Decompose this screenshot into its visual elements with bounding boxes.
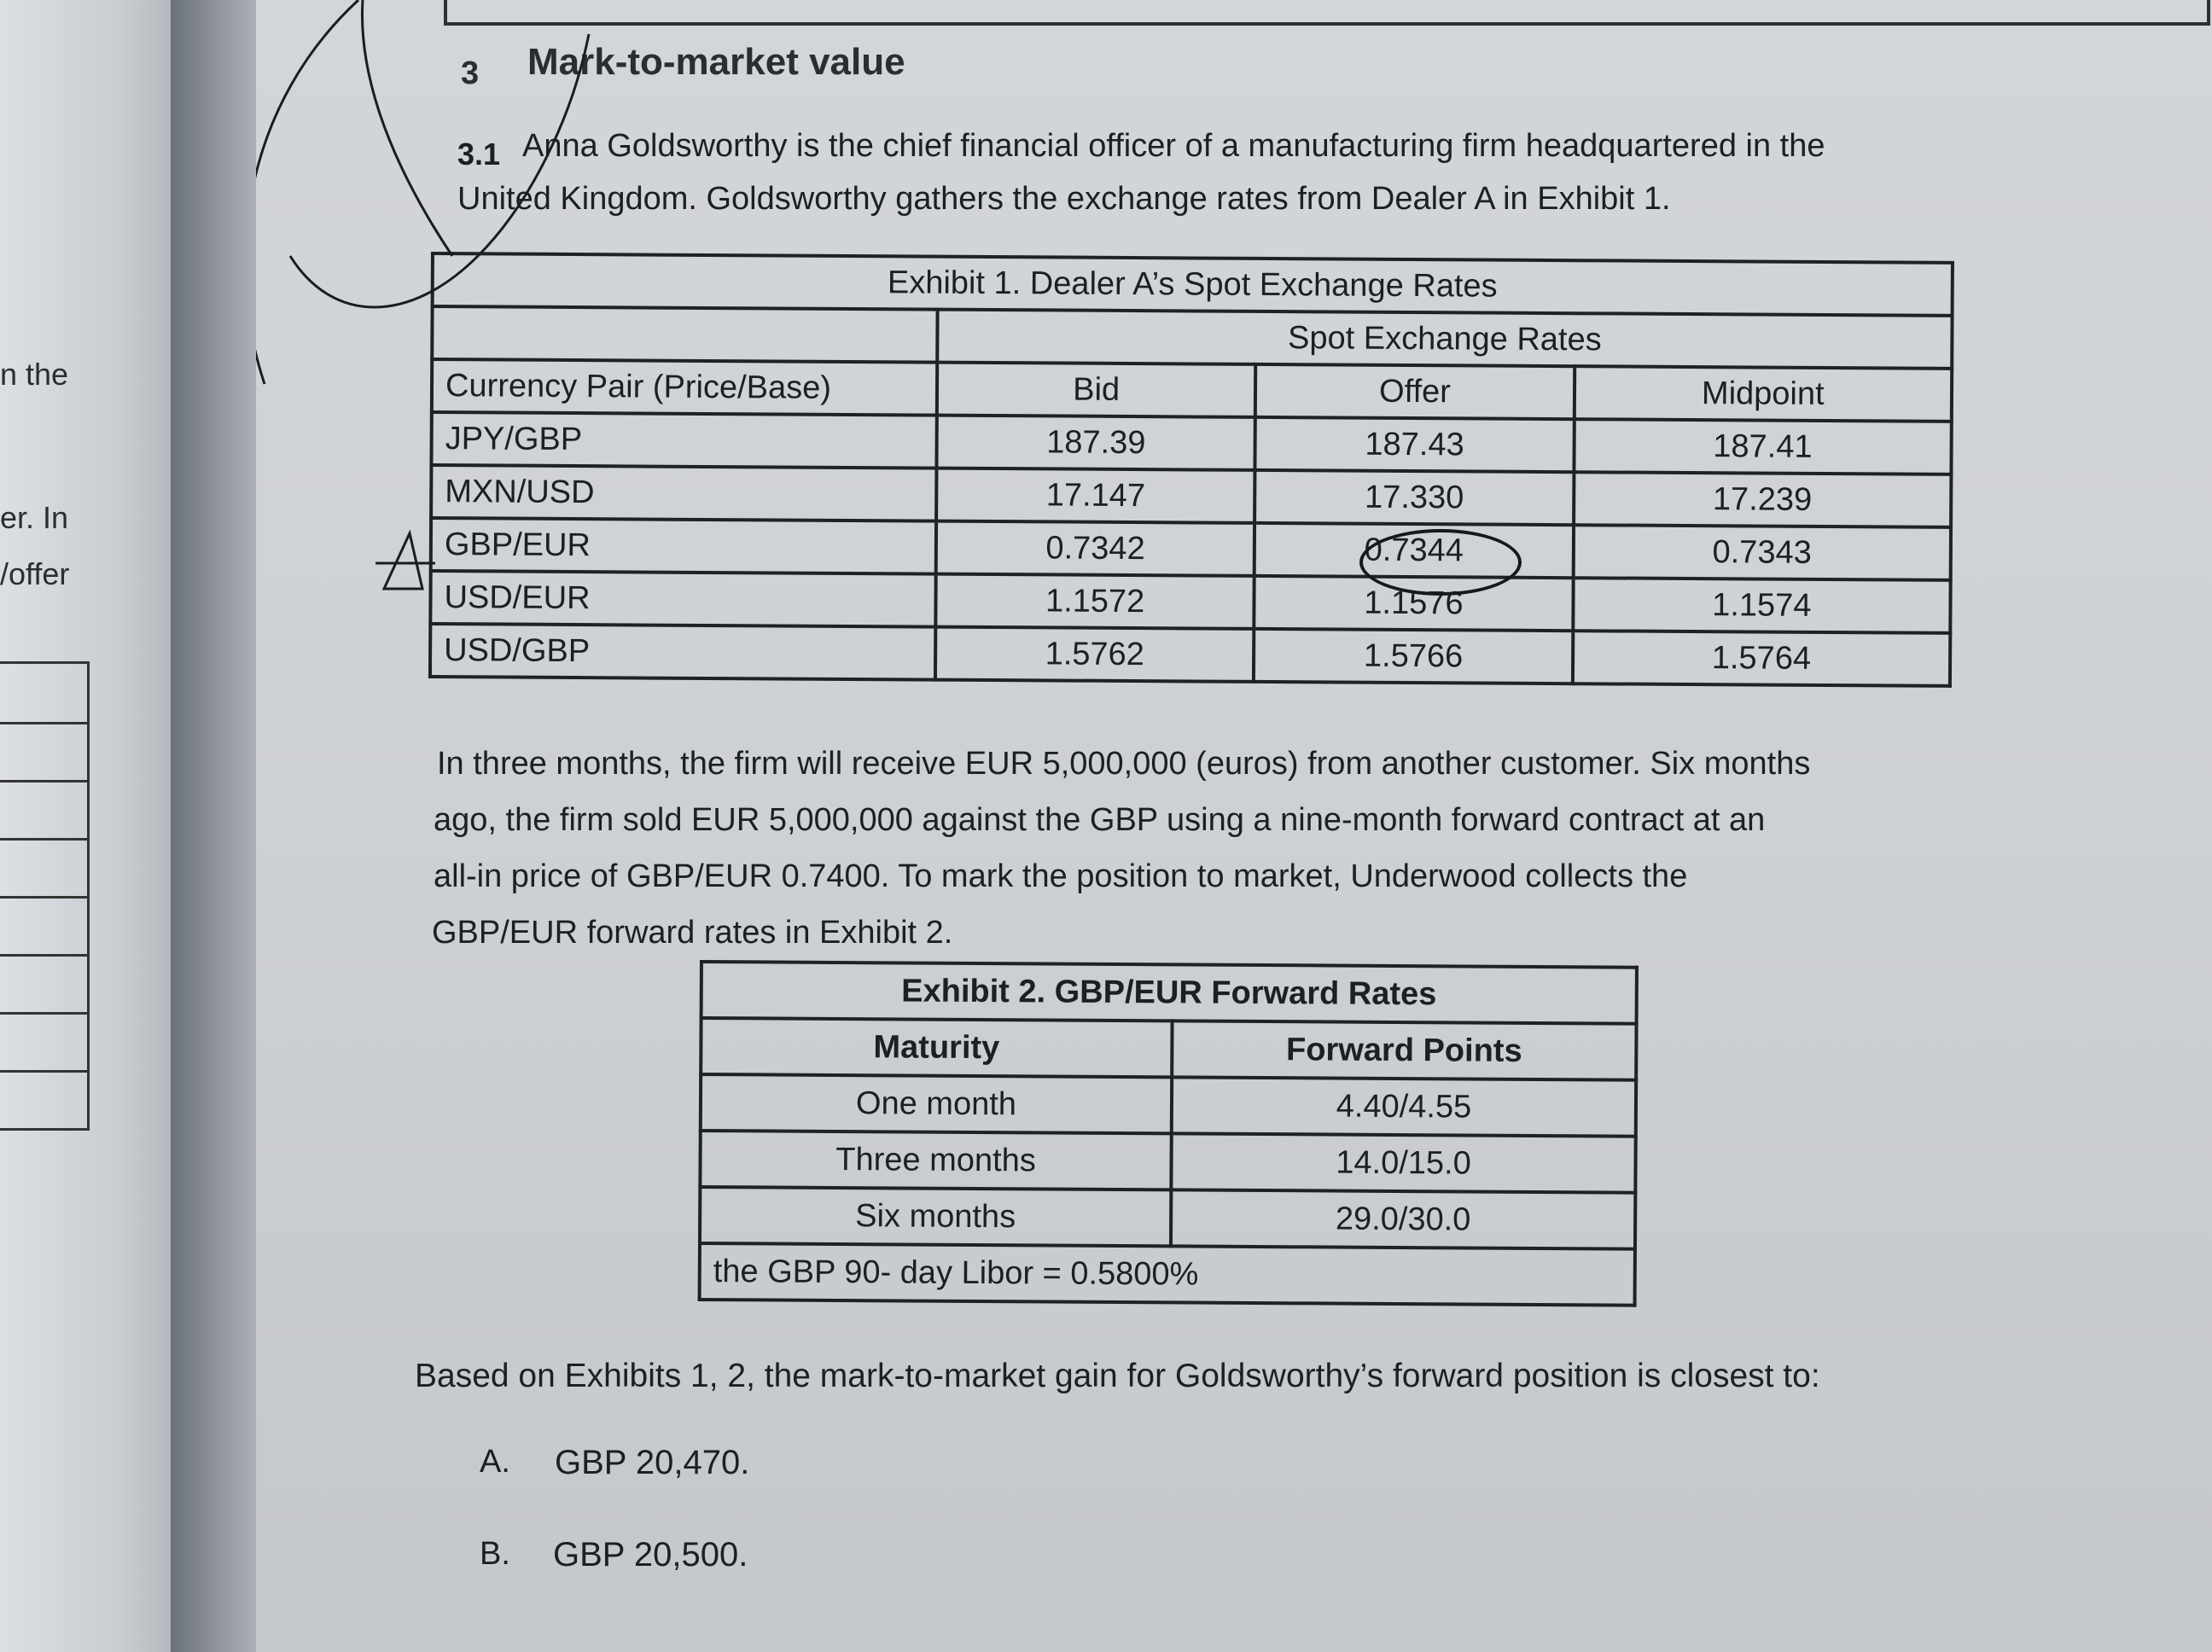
cell-mid: 17.239 xyxy=(1574,472,1952,527)
cell-bid: 187.39 xyxy=(936,416,1255,470)
cell-points: 4.40/4.55 xyxy=(1172,1077,1636,1136)
header-offer: Offer xyxy=(1255,364,1575,419)
document-content xyxy=(256,0,2212,1652)
cell-pair: USD/GBP xyxy=(430,624,935,680)
exhibit-1-group-header: Spot Exchange Rates xyxy=(937,310,1952,369)
question-number: 3.1 xyxy=(457,137,501,172)
cell-offer: 1.5766 xyxy=(1254,629,1573,683)
cell-pair: GBP/EUR xyxy=(431,518,936,574)
pen-loop-stroke xyxy=(290,34,589,307)
document-page xyxy=(256,0,2212,1652)
left-table-line xyxy=(0,1070,87,1073)
table-row xyxy=(700,1187,1635,1249)
left-page-text-2: er. In xyxy=(0,500,69,535)
adjacent-page-left xyxy=(0,0,171,1652)
table-row xyxy=(701,1074,1636,1137)
header-maturity: Maturity xyxy=(701,1018,1172,1077)
option-b-letter: B. xyxy=(480,1536,510,1572)
exhibit-2-header-row xyxy=(701,1018,1636,1080)
exhibit-1-title: Exhibit 1. Dealer A’s Spot Exchange Rates xyxy=(433,253,1953,316)
left-page-text-3: /offer xyxy=(0,556,70,591)
left-table-line xyxy=(0,1012,87,1015)
exhibit-2-title: Exhibit 2. GBP/EUR Forward Rates xyxy=(701,962,1637,1024)
table-row xyxy=(700,1131,1635,1193)
header-midpoint: Midpoint xyxy=(1574,366,1952,422)
exhibit-2-table xyxy=(698,960,1639,1307)
header-currency-pair: Currency Pair (Price/Base) xyxy=(432,359,937,416)
left-table-line xyxy=(0,954,87,957)
body-line-1: In three months, the firm will receive EUR 5,000,000 (euros) from another customer. Six months xyxy=(437,746,1811,782)
cell-maturity: Three months xyxy=(700,1131,1171,1190)
option-b-text: GBP 20,500. xyxy=(553,1536,748,1573)
star-mark-icon xyxy=(375,533,435,589)
cell-bid: 17.147 xyxy=(936,468,1255,523)
question-prompt: Based on Exhibits 1, 2, the mark-to-market gain for Goldsworthy’s forward position is closest to: xyxy=(415,1358,1820,1394)
cell-offer: 187.43 xyxy=(1255,417,1575,472)
left-page-table xyxy=(0,661,90,1131)
cell-pair: USD/EUR xyxy=(430,571,935,627)
option-a-text: GBP 20,470. xyxy=(555,1444,750,1481)
option-a-letter: A. xyxy=(480,1444,510,1480)
cell-pair: JPY/GBP xyxy=(431,412,936,468)
cell-bid: 1.1572 xyxy=(935,574,1254,629)
left-table-line xyxy=(0,780,87,782)
libor-note: the GBP 90- day Libor = 0.5800% xyxy=(700,1243,1635,1306)
header-forward-points: Forward Points xyxy=(1172,1021,1636,1079)
cell-bid: 1.5762 xyxy=(935,627,1254,682)
cell-points: 29.0/30.0 xyxy=(1171,1190,1635,1248)
body-line-4: GBP/EUR forward rates in Exhibit 2. xyxy=(432,915,953,951)
left-table-line xyxy=(0,896,87,899)
cell-offer: 17.330 xyxy=(1254,470,1574,525)
pen-line-stroke xyxy=(362,0,452,256)
question-intro-line-1: Anna Goldsworthy is the chief financial officer of a manufacturing firm headquartered in the xyxy=(522,128,1825,164)
left-table-line xyxy=(0,722,87,724)
cell-mid: 0.7343 xyxy=(1573,525,1951,580)
exhibit-2-note-row xyxy=(700,1243,1635,1306)
section-number: 3 xyxy=(461,55,480,91)
left-page-text-1: n the xyxy=(0,357,69,392)
cell-bid: 0.7342 xyxy=(936,521,1255,576)
cell-maturity: One month xyxy=(701,1074,1172,1133)
exhibit-2-title-row xyxy=(701,962,1637,1024)
cell-mid: 1.1574 xyxy=(1573,578,1951,633)
body-line-2: ago, the firm sold EUR 5,000,000 against the GBP using a nine-month forward contract at an xyxy=(434,802,1766,838)
cell-offer: 1.1576 xyxy=(1254,576,1574,631)
cell-points: 14.0/15.0 xyxy=(1171,1133,1635,1192)
body-line-3: all-in price of GBP/EUR 0.7400. To mark the position to market, Underwood collects the xyxy=(434,858,1688,894)
cell-pair: MXN/USD xyxy=(431,465,936,521)
question-intro-line-2: United Kingdom. Goldsworthy gathers the exchange rates from Dealer A in Exhibit 1. xyxy=(457,181,1671,217)
left-table-line xyxy=(0,838,87,841)
cell-mid: 1.5764 xyxy=(1573,631,1951,686)
section-title: Mark-to-market value xyxy=(527,41,905,83)
cell-offer: 0.7344 xyxy=(1254,523,1574,578)
cell-maturity: Six months xyxy=(700,1187,1171,1246)
cell-mid: 187.41 xyxy=(1574,419,1952,474)
header-bid: Bid xyxy=(937,363,1256,417)
pen-arc-stroke xyxy=(256,0,358,384)
handwritten-pen-strokes xyxy=(256,0,2212,768)
